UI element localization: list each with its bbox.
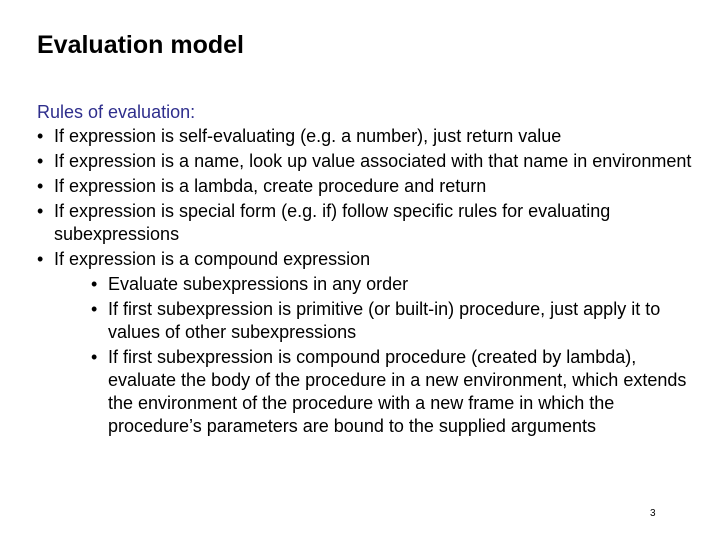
list-item-text: If expression is a name, look up value associated with that name in environment [54, 151, 692, 171]
slide-title: Evaluation model [37, 31, 244, 59]
list-item-text: If expression is a lambda, create procedure and return [54, 176, 487, 196]
list-item [37, 150, 697, 173]
rules-intro: Rules of evaluation: [37, 102, 196, 122]
list-item [37, 175, 697, 198]
bullet-icon: • [37, 151, 44, 171]
bullet-icon: • [91, 274, 98, 294]
bullet-icon: • [37, 249, 44, 269]
sub-list-item-text: If first subexpression is compound procedure (created by lambda), evaluate the body of the procedure in a new environment, which extends the environment of the procedure with a new frame in which the procedure’s parameters are bound to the supplied arguments [108, 347, 687, 436]
sub-list-item [54, 346, 697, 438]
list-item [37, 200, 697, 246]
compound-rules-list [54, 273, 697, 438]
sub-list-item-text: Evaluate subexpressions in any order [108, 274, 409, 294]
bullet-icon: • [37, 201, 44, 221]
page-number: 3 [650, 508, 656, 519]
bullet-icon: • [37, 126, 44, 146]
list-item-text: If expression is special form (e.g. if) follow specific rules for evaluating subexpressions [54, 201, 611, 244]
list-item-text: If expression is a compound expression [54, 249, 371, 269]
list-item-text: If expression is self-evaluating (e.g. a number), just return value [54, 126, 562, 146]
bullet-icon: • [37, 176, 44, 196]
bullet-icon: • [91, 347, 98, 367]
rules-list [37, 125, 697, 438]
sub-list-item [54, 298, 697, 344]
bullet-icon: • [91, 299, 98, 319]
list-item [37, 125, 697, 148]
list-item [37, 248, 697, 438]
sub-list-item-text: If first subexpression is primitive (or built-in) procedure, just apply it to values of other subexpressions [108, 299, 661, 342]
slide-body [37, 101, 697, 440]
sub-list-item [54, 273, 697, 296]
